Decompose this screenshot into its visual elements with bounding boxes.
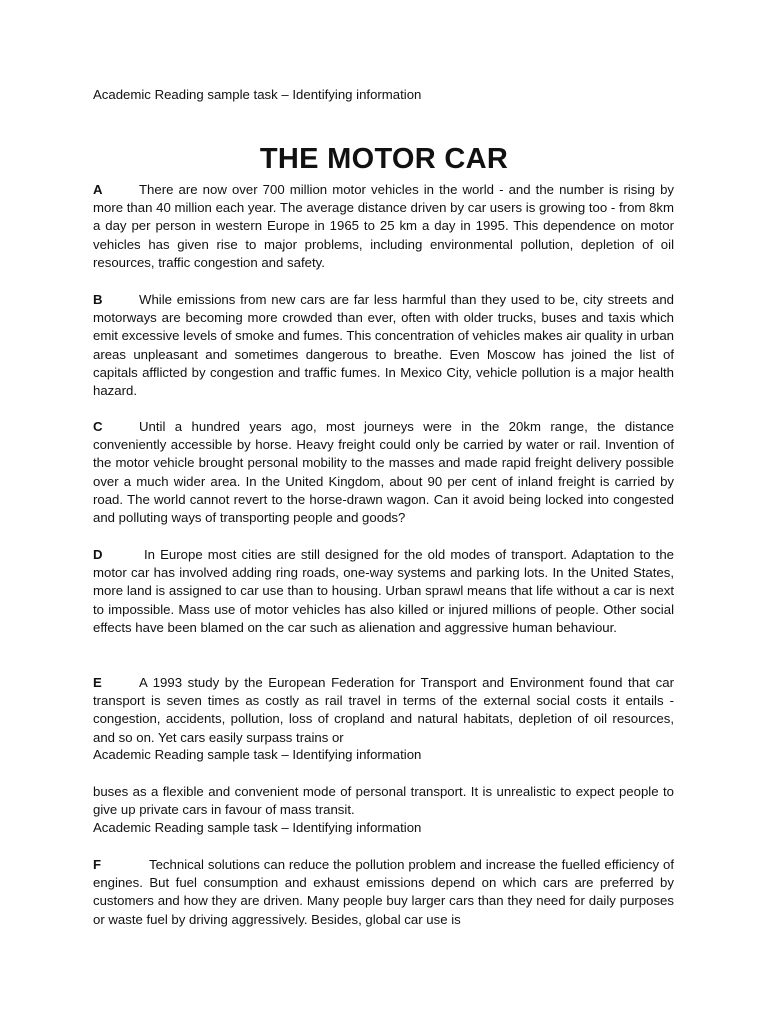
paragraph-letter: C [93, 419, 103, 434]
paragraph-b [93, 291, 674, 400]
paragraph-c [93, 418, 674, 527]
paragraph-letter: F [93, 857, 102, 872]
paragraph-letter: D [93, 547, 103, 562]
paragraph-text: In Europe most cities are still designed for the old modes of transport. Adaptation to the motor car has involved adding ring roads, one-way systems and parking lots. In the United States, more land is assigned to car use than to housing. Urban sprawl means that life without a car is next to impossible. Mass use of motor vehicles has also killed or injured millions of people. Other social effects have been blamed on the car such as alienation and aggressive human behaviour. [93, 547, 674, 635]
paragraph-text: While emissions from new cars are far less harmful than they used to be, city streets and motorways are becoming more crowded than ever, often with older trucks, buses and taxis which emit excessive levels of smoke and fumes. This concentration of vehicles makes air quality in urban areas unpleasant and sometimes dangerous to breathe. Even Moscow has joined the list of capitals afflicted by congestion and traffic fumes. In Mexico City, vehicle pollution is a major health hazard. [93, 292, 675, 399]
paragraph-letter: A [93, 182, 103, 197]
page-header-repeat: Academic Reading sample task – Identifying information [93, 747, 422, 762]
paragraph-f [93, 856, 674, 929]
paragraph-letter: B [93, 292, 103, 307]
paragraph-e [93, 674, 674, 747]
paragraph-text: There are now over 700 million motor vehicles in the world - and the number is rising by more than 40 million each year. The average distance driven by car users is growing too - from 8km a day per person in western Europe in 1965 to 25 km a day in 1995. This dependence on motor vehicles has given rise to major problems, including environmental pollution, depletion of oil resources, traffic congestion and safety. [93, 182, 674, 270]
paragraph-text: Until a hundred years ago, most journeys were in the 20km range, the distance conveniently accessible by horse. Heavy freight could only be carried by water or rail. Invention of the motor vehicle brought personal mobility to the masses and made rapid freight delivery possible over a much wider area. In the United Kingdom, about 90 per cent of inland freight is carried by road. The world cannot revert to the horse-drawn wagon. Can it avoid being locked into congested and polluting ways of transporting people and goods? [93, 419, 674, 526]
paragraph-e-continued: buses as a flexible and convenient mode of personal transport. It is unrealistic to expect people to give up private cars in favour of mass transit. [93, 784, 674, 818]
page-header-repeat-2: Academic Reading sample task – Identifying information [93, 820, 422, 835]
page-header: Academic Reading sample task – Identifying information [93, 87, 422, 102]
paragraph-text: Technical solutions can reduce the pollution problem and increase the fuelled efficiency of engines. But fuel consumption and exhaust emissions depend on which cars are preferred by customers and how they are driven. Many people buy larger cars than they need for daily purposes or waste fuel by driving aggressively. Besides, global car use is [93, 857, 674, 927]
document-title: THE MOTOR CAR [259, 143, 509, 175]
paragraph-text: A 1993 study by the European Federation for Transport and Environment found that car transport is seven times as costly as rail travel in terms of the external social costs it entails - congestion, accidents, pollution, loss of cropland and natural habitats, depletion of oil resources, and so on. Yet cars easily surpass trains or [93, 675, 674, 745]
paragraph-d [93, 546, 674, 637]
paragraph-a [93, 181, 674, 272]
paragraph-letter: E [93, 675, 102, 690]
